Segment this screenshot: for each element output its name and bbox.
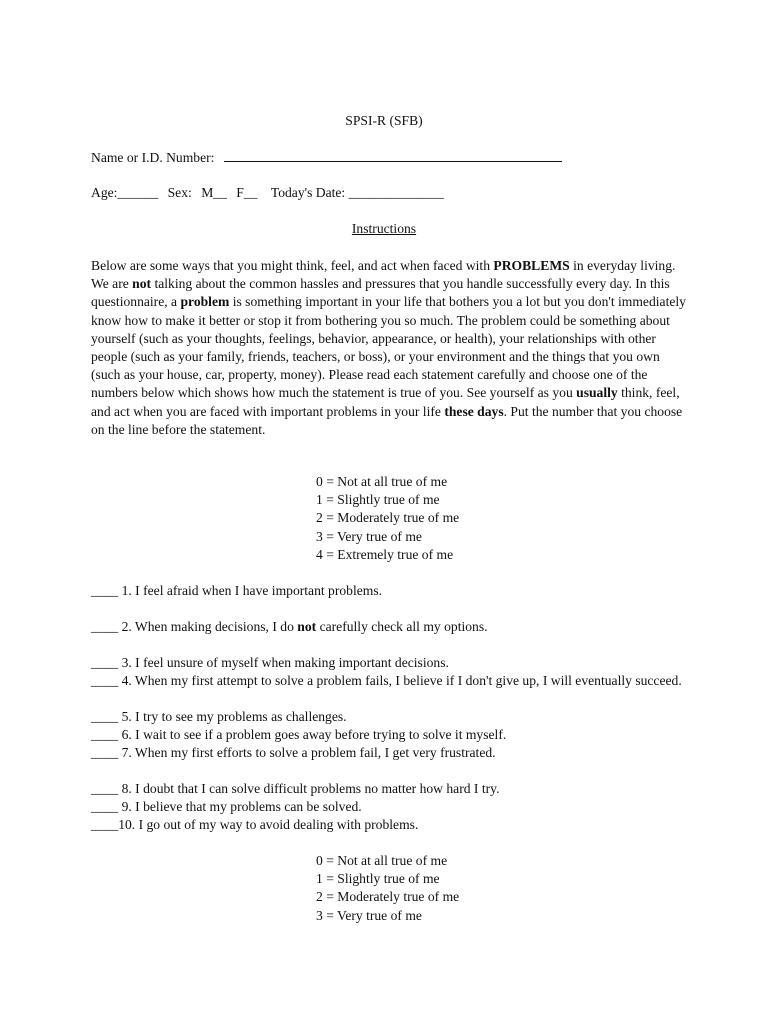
- instr-text-6: . Put the number that you choose on the line before the statement.: [91, 403, 683, 437]
- question-item-5[interactable]: ____ 5. I try to see my problems as challenges.: [91, 709, 347, 724]
- form-title: SPSI-R (SFB): [345, 113, 423, 128]
- sex-f-option[interactable]: F__: [236, 185, 258, 200]
- scale-option: 3 = Very true of me: [316, 907, 422, 923]
- question-item-1[interactable]: ____ 1. I feel afraid when I have important problems.: [91, 583, 383, 598]
- item-2-bold-not: not: [297, 619, 317, 634]
- instr-text-1: Below are some ways that you might think, feel, and act when faced with: [91, 258, 494, 273]
- instr-bold-usually: usually: [576, 385, 618, 401]
- instr-bold-problem: problem: [180, 294, 230, 310]
- question-item-7[interactable]: ____ 7. When my first efforts to solve a problem fail, I get very frustrated.: [91, 745, 496, 760]
- sex-m-option[interactable]: M__: [201, 185, 227, 200]
- instructions-paragraph: [91, 257, 691, 439]
- name-blank-line[interactable]: [224, 149, 562, 162]
- scale-option: 3 = Very true of me: [316, 528, 422, 544]
- question-item-8[interactable]: ____ 8. I doubt that I can solve difficult problems no matter how hard I try.: [91, 781, 500, 796]
- question-item-10[interactable]: ____10. I go out of my way to avoid dealing with problems.: [91, 817, 419, 832]
- scale-option: 4 = Extremely true of me: [316, 546, 454, 562]
- item-2-text-a: ____ 2. When making decisions, I do: [91, 619, 298, 634]
- scale-option: 1 = Slightly true of me: [316, 871, 440, 887]
- question-item-4[interactable]: ____ 4. When my first attempt to solve a problem fails, I believe if I don't give up, I will eventually succeed.: [91, 673, 682, 688]
- instr-bold-not: not: [132, 276, 152, 292]
- question-item-3[interactable]: ____ 3. I feel unsure of myself when making important decisions.: [91, 655, 449, 670]
- age-label: Age:______: [91, 185, 159, 200]
- question-item-2[interactable]: [91, 618, 488, 636]
- instr-text-3: talking about the common hassles and pressures that you handle successfully every day. In this questionnaire, a: [91, 276, 670, 310]
- instr-text-5: think, feel, and act when you are faced with important problems in your life: [91, 385, 680, 419]
- scale-option: 2 = Moderately true of me: [316, 889, 460, 905]
- name-label: Name or I.D. Number:: [91, 150, 215, 165]
- todays-date-label: Today's Date: ______________: [270, 185, 444, 200]
- scale-option: 2 = Moderately true of me: [316, 510, 460, 526]
- rating-scale-top: [316, 473, 459, 564]
- question-item-6[interactable]: ____ 6. I wait to see if a problem goes away before trying to solve it myself.: [91, 727, 507, 742]
- scale-option: 0 = Not at all true of me: [316, 474, 448, 489]
- scale-option: 1 = Slightly true of me: [316, 492, 440, 508]
- item-2-text-b: carefully check all my options.: [316, 619, 488, 634]
- instr-bold-problems: PROBLEMS: [493, 258, 570, 273]
- scale-option: 0 = Not at all true of me: [316, 853, 448, 868]
- instructions-heading: Instructions: [351, 221, 417, 236]
- rating-scale-bottom: [316, 852, 459, 925]
- demographics-row: [91, 185, 444, 201]
- instr-text-2: in everyday living. We are: [91, 258, 676, 292]
- sex-label: Sex:: [167, 185, 192, 200]
- instr-bold-these-days: these days: [444, 403, 504, 419]
- question-item-9[interactable]: ____ 9. I believe that my problems can be solved.: [91, 799, 362, 814]
- instr-text-4: is something important in your life that bothers you a lot but you don't immediately know how to make it better or stop it from bothering you so much. The problem could be something about yourself (such as your thoughts, feelings, behavior, appearance, or health), your relationships with other people (such as your family, friends, teachers, or boss), or your environment and the things that you own (such as your house, car, property, money). Please read each statement carefully and choose one of the numbers below which shows how much the statement is true of you. See yourself as you: [91, 294, 686, 401]
- name-field-row: [91, 149, 562, 166]
